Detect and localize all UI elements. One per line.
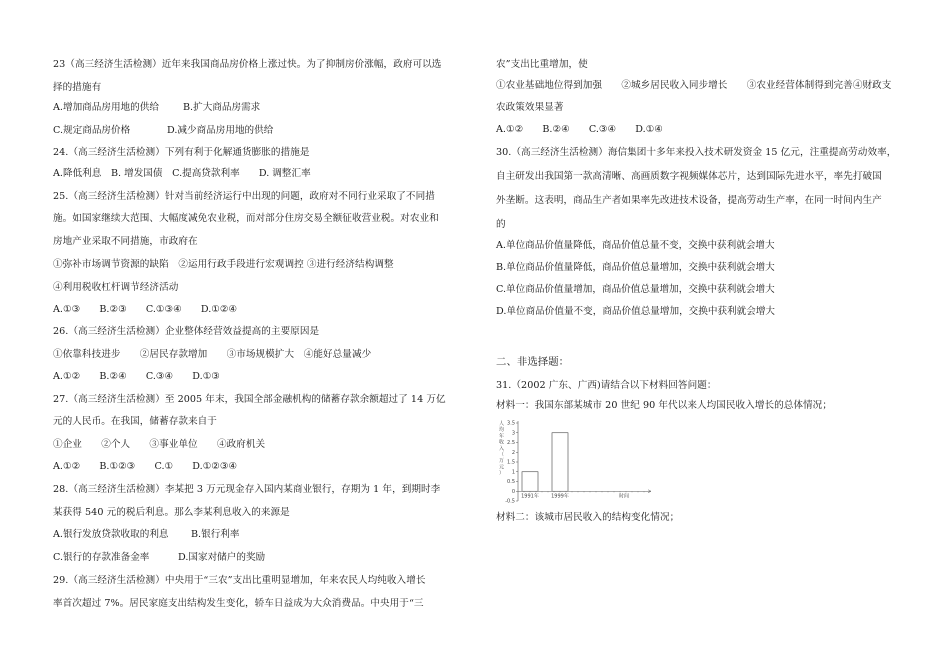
question-29-items-cont: 农政策效果显著	[496, 102, 564, 113]
question-25-items-cont: ④利用税收杠杆调节经济活动	[53, 282, 179, 293]
y-tick-label: -0.5	[505, 498, 515, 505]
question-30-option-b: B.单位商品价值量降低，商品价值总量增加，交换中获利就会增大	[496, 262, 775, 273]
question-25-stem: 25.（高三经济生活检测）针对当前经济运行中出现的问题，政府对不同行业采取了不同措	[53, 191, 435, 202]
question-26-items: ①依靠科技进步 ②居民存款增加 ③市场规模扩大 ④能好总量减少	[53, 349, 372, 360]
question-24-options: A.降低利息 B. 增发国债 C.提高贷款利率 D. 调整汇率	[53, 168, 311, 179]
question-28-option-b: B.银行利率	[191, 529, 240, 540]
question-31-stem: 31.（2002 广东、广西)请结合以下材料回答问题：	[496, 380, 717, 391]
question-25-options: A.①③ B.②③ C.①③④ D.①②④	[53, 304, 238, 315]
question-25-stem-cont2: 房地产业采取不同措施，市政府在	[53, 236, 198, 247]
question-23-option-a: A.增加商品房用地的供给	[53, 102, 159, 113]
x-category-label: 1991年	[521, 493, 539, 500]
x-category-label: 1999年	[551, 493, 569, 500]
question-23-stem-cont: 择的措施有	[53, 82, 102, 93]
question-28-stem: 28.（高三经济生活检测）李某把 3 万元现金存入国内某商业银行，存期为 1 年，到期时李	[53, 484, 441, 495]
question-30-option-d: D.单位商品价值量不变，商品价值总量增加，交换中获利就会增大	[496, 306, 776, 317]
question-28-stem-cont: 某获得 540 元的税后利息。那么李某利息收入的来源是	[53, 507, 290, 518]
y-tick-label: 3	[511, 430, 515, 437]
y-tick-label: 3.5	[507, 420, 515, 427]
question-29-stem-cont: 率首次超过 7%。居民家庭支出结构发生变化，轿车日益成为大众消费品。中央用于“三	[53, 598, 424, 609]
question-30-stem-cont: 自主研发出我国第一款高清晰、高画质数字视频媒体芯片，达到国际先进水平，率先打破国	[496, 171, 882, 182]
bar-1999年	[552, 433, 568, 492]
y-tick-label: 2.5	[507, 440, 515, 447]
question-23-option-d: D.减少商品房用地的供给	[167, 125, 274, 136]
y-tick-label: 1	[511, 469, 515, 476]
question-26-stem: 26.（高三经济生活检测）企业整体经营效益提高的主要原因是	[53, 326, 320, 337]
question-27-stem-cont: 元的人民币。在我国，储蓄存款来自于	[53, 416, 217, 427]
income-chart-svg	[496, 417, 656, 507]
question-24-stem: 24.（高三经济生活检测）下列有利于化解通货膨胀的措施是	[53, 147, 310, 158]
question-27-stem: 27.（高三经济生活检测）至 2005 年末，我国全部金融机构的储蓄存款余额超过了 14 万亿	[53, 394, 446, 405]
question-29-stem: 29.（高三经济生活检测）中央用于“三农”支出比重明显增加，年来农民人均纯收入增长	[53, 575, 426, 586]
question-23-stem: 23（高三经济生活检测）近年来我国商品房价格上涨过快。为了抑制房价涨幅，政府可以选	[53, 59, 442, 70]
question-26-options: A.①② B.②④ C.③④ D.①③	[53, 371, 220, 382]
y-axis-label: 人均年收入（万元）	[499, 421, 505, 477]
x-axis-label: 时间	[618, 493, 630, 500]
question-30-stem: 30.（高三经济生活检测）海信集团十多年来投入技术研发资金 15 亿元，注重提高劳动效率，	[496, 147, 897, 158]
chart-ticks	[505, 421, 644, 505]
income-chart	[496, 417, 656, 507]
question-27-options: A.①② B.①②③ C.① D.①②③④	[53, 461, 238, 472]
question-25-stem-cont: 施。如国家继续大范围、大幅度减免农业税，而对部分住房交易全额征收营业税。对农业和	[53, 213, 439, 224]
material-1-text: 材料一：我国东部某城市 20 世纪 90 年代以来人均国民收入增长的总体情况；	[496, 400, 832, 411]
question-30-option-c: C.单位商品价值量增加，商品价值总量增加，交换中获利就会增大	[496, 284, 775, 295]
question-28-option-d: D.国家对储户的奖励	[178, 552, 266, 563]
y-tick-label: 2	[511, 449, 515, 456]
question-29-options: A.①② B.②④ C.③④ D.①④	[496, 124, 663, 135]
question-29-items: ①农业基础地位得到加强 ②城乡居民收入同步增长 ③农业经营体制得到完善④财政支	[496, 80, 892, 91]
question-23-option-b: B.扩大商品房需求	[183, 102, 261, 113]
chart-bars	[522, 433, 568, 492]
question-28-option-c: C.银行的存款准备金率	[53, 552, 150, 563]
bar-1991年	[522, 472, 538, 492]
question-27-items: ①企业 ②个人 ③事业单位 ④政府机关	[53, 439, 266, 450]
section-heading: 二、非选择题：	[496, 356, 570, 368]
y-tick-label: 1.5	[507, 459, 515, 466]
question-25-items: ①弥补市场调节资源的缺陷 ②运用行政手段进行宏观调控 ③进行经济结构调整	[53, 259, 394, 270]
question-30-option-a: A.单位商品价值量降低，商品价值总量不变，交换中获利就会增大	[496, 240, 775, 251]
material-2-text: 材料二：该城市居民收入的结构变化情况；	[496, 512, 680, 523]
y-tick-label: 0	[511, 488, 515, 495]
question-28-option-a: A.银行发放贷款收取的利息	[53, 529, 169, 540]
y-tick-label: 0.5	[507, 479, 515, 486]
question-29-stem-cont2: 农”支出比重增加，使	[496, 59, 588, 70]
question-30-stem-cont2: 外垄断。这表明，商品生产者如果率先改进技术设备，提高劳动生产率，在同一时间内生产	[496, 195, 882, 206]
question-23-option-c: C.规定商品房价格	[53, 125, 131, 136]
question-30-stem-cont3: 的	[496, 219, 506, 230]
